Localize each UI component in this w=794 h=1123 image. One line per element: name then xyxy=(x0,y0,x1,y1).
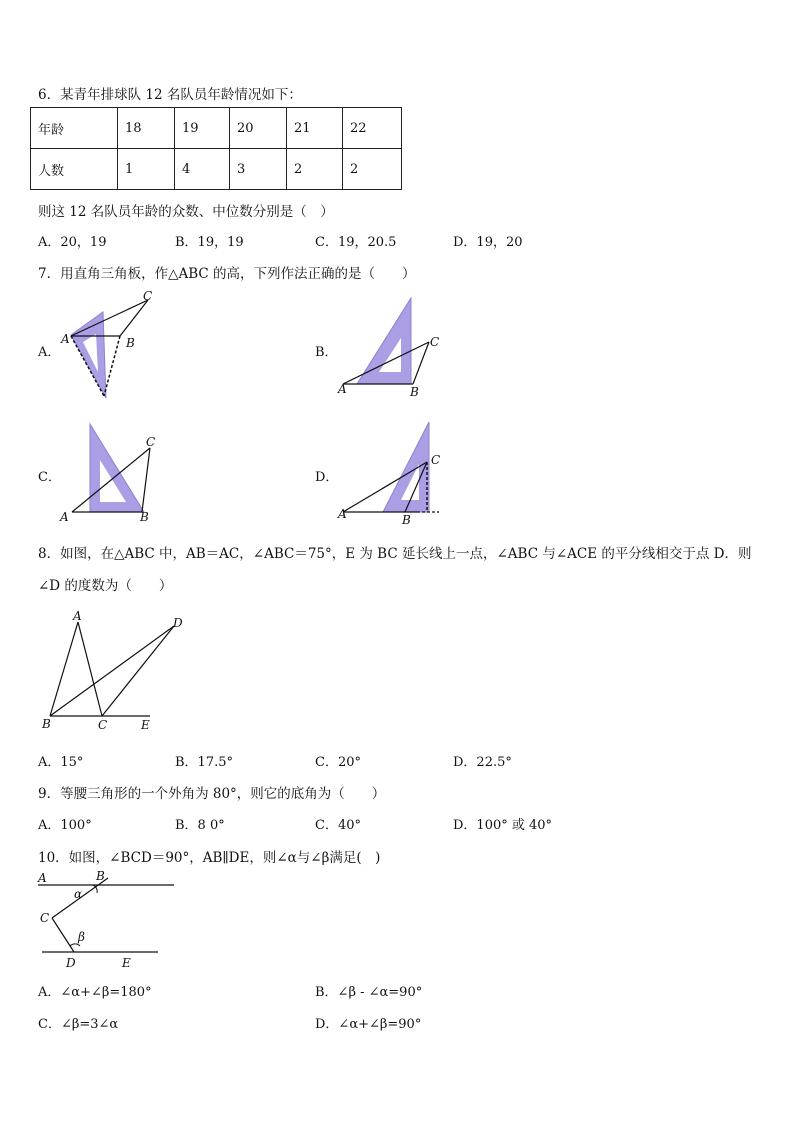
label-c: C xyxy=(431,453,441,467)
table-cell: 18 xyxy=(118,108,175,149)
q8-stem-line2: ∠D 的度数为（ ） xyxy=(38,578,173,594)
label-beta: β xyxy=(78,930,85,944)
table-cell: 19 xyxy=(175,108,230,149)
q8-option-a: A．15° xyxy=(38,755,84,770)
q10-figure xyxy=(34,866,174,970)
table-cell: 20 xyxy=(230,108,287,149)
q10-option-a: A．∠α+∠β=180° xyxy=(38,985,152,1000)
q6-option-c: C．19，20.5 xyxy=(315,235,397,250)
label-a: A xyxy=(338,507,347,521)
label-a: A xyxy=(60,510,69,524)
q6-option-d: D．19，20 xyxy=(453,235,523,250)
q6-option-a: A．20，19 xyxy=(38,235,107,250)
q9-option-c: C．40° xyxy=(315,818,361,833)
table-cell: 21 xyxy=(287,108,343,149)
label-d: D xyxy=(66,956,76,970)
label-c: C xyxy=(146,435,156,449)
q8-option-b: B．17.5° xyxy=(175,755,233,770)
table-row xyxy=(31,108,402,149)
q7-figure-c xyxy=(58,420,162,526)
q7-option-b-letter: B． xyxy=(315,345,338,360)
q9-option-d: D．100° 或 40° xyxy=(453,818,553,833)
table-cell: 2 xyxy=(343,149,402,190)
q6-stem: 6．某青年排球队 12 名队员年龄情况如下： xyxy=(38,87,302,103)
q7-option-a-letter: A． xyxy=(38,345,61,360)
q8-option-c: C．20° xyxy=(315,755,361,770)
q10-option-d: D．∠α+∠β=90° xyxy=(315,1017,422,1032)
label-a: A xyxy=(38,871,47,885)
label-a: A xyxy=(338,382,347,396)
label-b: B xyxy=(96,869,105,883)
label-e: E xyxy=(141,718,150,732)
table-row-header: 年龄 xyxy=(31,108,118,149)
label-alpha: α xyxy=(74,887,83,901)
q7-stem: 7．用直角三角板，作△ABC 的高，下列作法正确的是（ ） xyxy=(38,266,416,282)
q9-option-b: B．8 0° xyxy=(175,818,225,833)
q7-figure-b xyxy=(335,294,445,398)
table-cell: 22 xyxy=(343,108,402,149)
table-cell: 2 xyxy=(287,149,343,190)
label-b: B xyxy=(410,385,419,398)
label-c: C xyxy=(40,911,50,925)
table-cell: 1 xyxy=(118,149,175,190)
q10-option-b: B．∠β - ∠α=90° xyxy=(315,985,423,1000)
label-b: B xyxy=(402,513,411,527)
q7-figure-d xyxy=(335,418,447,528)
q10-stem: 10．如图，∠BCD＝90°，AB∥DE，则∠α与∠β满足( ) xyxy=(38,850,381,866)
label-c: C xyxy=(143,290,153,303)
table-row-header: 人数 xyxy=(31,149,118,190)
q6-question: 则这 12 名队员年龄的众数、中位数分别是（ ） xyxy=(38,204,334,220)
table-cell: 4 xyxy=(175,149,230,190)
q7-option-d-letter: D． xyxy=(315,470,339,485)
q8-figure xyxy=(36,606,196,734)
label-c: C xyxy=(430,335,440,349)
q6-option-b: B．19，19 xyxy=(175,235,244,250)
label-a: A xyxy=(61,332,70,346)
label-a: A xyxy=(73,609,82,623)
label-b: B xyxy=(140,510,149,524)
label-b: B xyxy=(126,336,135,350)
table-row xyxy=(31,149,402,190)
q7-figure-a xyxy=(58,290,158,402)
q9-option-a: A．100° xyxy=(38,818,92,833)
label-c: C xyxy=(98,718,108,732)
table-cell: 3 xyxy=(230,149,287,190)
q10-option-c: C．∠β=3∠α xyxy=(38,1017,119,1032)
label-d: D xyxy=(173,616,183,630)
label-e: E xyxy=(122,956,131,970)
age-table xyxy=(30,107,402,190)
q8-stem-line1: 8．如图，在△ABC 中，AB＝AC，∠ABC＝75°，E 为 BC 延长线上一点，∠ABC 与∠ACE 的平分线相交于点 D．则 xyxy=(38,546,752,562)
label-b: B xyxy=(42,717,51,731)
q8-option-d: D．22.5° xyxy=(453,755,512,770)
q7-option-c-letter: C． xyxy=(38,470,61,485)
q9-stem: 9．等腰三角形的一个外角为 80°，则它的底角为（ ） xyxy=(38,786,386,802)
